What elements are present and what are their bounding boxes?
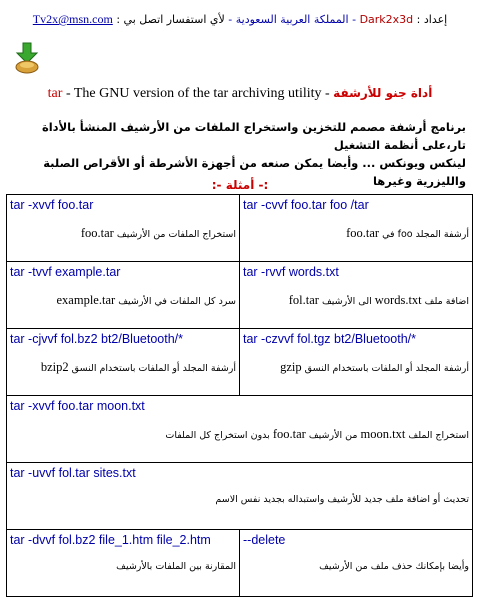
example-command: tar -cvvf foo.tar foo /tar (243, 198, 369, 212)
description-line: لينكس ويونكس ... وأيضا يمكن صنعه من أجهزة الأشرطة أو الأقراص الصلبة والليزرية وغيرها (43, 156, 466, 188)
examples-heading: :- أمثلة -: (211, 178, 269, 192)
example-command: --delete (243, 533, 286, 547)
example-explanation: اضافة ملف words.txt الى الأرشيف fol.tar (288, 293, 469, 307)
example-command: tar -xvvf foo.tar (10, 198, 94, 212)
header-email[interactable]: Tv2x@msn.com (32, 12, 113, 26)
example-explanation: أرشفة المجلد foo في foo.tar (346, 226, 469, 240)
example-cell (240, 329, 473, 396)
example-cell (240, 195, 473, 262)
example-cell (7, 262, 240, 329)
example-cell (7, 195, 240, 262)
example-command: tar -xvvf foo.tar moon.txt (10, 399, 145, 413)
example-explanation: تحديث أو اضافة ملف جديد للأرشيف واستبداله بجديد نفس الاسم (215, 494, 469, 505)
example-explanation: أرشفة المجلد أو الملفات باستخدام النسق gzip (280, 360, 469, 374)
download-arrow-icon (14, 42, 40, 74)
example-cell (7, 463, 473, 530)
title-text: - The GNU version of the tar archiving utility - (62, 86, 334, 101)
example-command: tar -cjvvf fol.bz2 bt2/Bluetooth/* (10, 332, 184, 346)
example-cell (7, 329, 240, 396)
example-explanation: سرد كل الملفات في الأرشيف example.tar (56, 293, 236, 307)
table-row (7, 396, 473, 463)
page-title (0, 86, 480, 102)
table-row (7, 262, 473, 329)
header-prefix: إعداد : (416, 13, 448, 26)
example-command: tar -dvvf fol.bz2 file_1.htm file_2.htm (10, 533, 211, 547)
header-contact-label: لأي استفسار اتصل بي : (116, 13, 225, 26)
example-cell (7, 396, 473, 463)
table-row (7, 195, 473, 262)
example-explanation: أرشفة المجلد أو الملفات باستخدام النسق bzip2 (40, 360, 236, 374)
example-command: tar -uvvf fol.tar sites.txt (10, 466, 136, 480)
header-author: Dark2x3d (359, 13, 414, 26)
example-command: tar -czvvf fol.tgz bt2/Bluetooth/* (243, 332, 416, 346)
examples-table (6, 194, 473, 597)
document-header (0, 12, 480, 27)
header-country: - المملكة العربية السعودية - (228, 13, 357, 26)
example-command: tar -rvvf words.txt (243, 265, 339, 279)
example-explanation: المقارنة بين الملفات بالأرشيف (116, 561, 236, 572)
title-arabic: أداة جنو للأرشفة (333, 86, 433, 100)
example-cell (240, 262, 473, 329)
example-command: tar -tvvf example.tar (10, 265, 121, 279)
table-row (7, 463, 473, 530)
example-cell (240, 530, 473, 597)
table-row (7, 329, 473, 396)
example-explanation: استخراج الملف moon.txt من الأرشيف foo.tar بدون استخراج كل الملفات (165, 427, 469, 441)
example-explanation: استخراج الملفات من الأرشيف foo.tar (80, 226, 236, 240)
table-row (7, 530, 473, 597)
example-explanation: وأيضا بإمكانك حذف ملف من الأرشيف (319, 561, 469, 572)
title-command: tar (47, 86, 63, 101)
description-line: برنامج أرشفة مصمم للتخزين واستخراج الملفات من الأرشيف المنشأ بالأداة تار،على أنظمة التشغيل (41, 120, 466, 152)
example-cell (7, 530, 240, 597)
